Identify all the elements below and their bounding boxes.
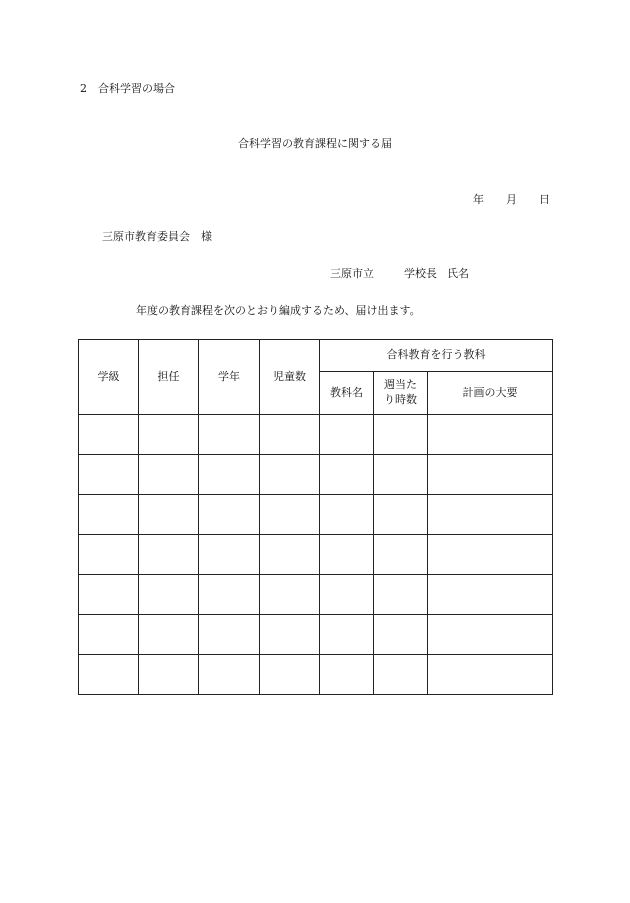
date-year-label: 年 [473,193,484,206]
table-row [79,615,553,655]
cell-subject[interactable] [320,655,374,695]
addressee: 三原市教育委員会 様 [102,230,212,243]
cell-plan-outline[interactable] [428,615,553,655]
cell-teacher[interactable] [139,495,199,535]
cell-subject[interactable] [320,615,374,655]
cell-grade[interactable] [199,655,260,695]
cell-teacher[interactable] [139,655,199,695]
table-body [79,415,553,695]
cell-subject[interactable] [320,495,374,535]
cell-weekly-hours[interactable] [374,615,428,655]
cell-plan-outline[interactable] [428,495,553,535]
cell-plan-outline[interactable] [428,575,553,615]
date-month-label: 月 [506,193,517,206]
header-weekly-hours [374,372,428,415]
cell-weekly-hours[interactable] [374,455,428,495]
cell-class[interactable] [79,615,139,655]
cell-grade[interactable] [199,455,260,495]
cell-weekly-hours[interactable] [374,495,428,535]
header-class: 学級 [79,340,139,415]
cell-students[interactable] [260,655,320,695]
header-weekly-hours-line1: 週当た [384,378,417,392]
cell-teacher[interactable] [139,575,199,615]
name-label: 氏名 [447,267,469,280]
table-row [79,455,553,495]
cell-grade[interactable] [199,415,260,455]
cell-subject[interactable] [320,415,374,455]
document-title: 合科学習の教育課程に関する届 [238,137,392,150]
cell-weekly-hours[interactable] [374,415,428,455]
cell-plan-outline[interactable] [428,535,553,575]
cell-students[interactable] [260,495,320,535]
cell-plan-outline[interactable] [428,415,553,455]
principal-label: 学校長 [404,267,437,280]
cell-weekly-hours[interactable] [374,575,428,615]
cell-plan-outline[interactable] [428,455,553,495]
curriculum-plan-table [78,339,553,695]
cell-grade[interactable] [199,535,260,575]
header-weekly-hours-line2: り時数 [384,393,417,406]
cell-grade[interactable] [199,495,260,535]
table-row [79,575,553,615]
header-integrated-subjects: 合科教育を行う教科 [320,340,553,372]
signature-line [330,268,469,279]
table-row [79,655,553,695]
cell-class[interactable] [79,655,139,695]
cell-weekly-hours[interactable] [374,655,428,695]
date-day-label: 日 [539,193,550,206]
cell-teacher[interactable] [139,415,199,455]
header-teacher: 担任 [139,340,199,415]
cell-students[interactable] [260,535,320,575]
header-plan-outline: 計画の大要 [428,372,553,415]
cell-teacher[interactable] [139,535,199,575]
cell-students[interactable] [260,575,320,615]
cell-grade[interactable] [199,575,260,615]
cell-subject[interactable] [320,455,374,495]
cell-class[interactable] [79,575,139,615]
cell-class[interactable] [79,495,139,535]
date-line [473,194,550,205]
cell-subject[interactable] [320,535,374,575]
cell-class[interactable] [79,535,139,575]
header-subject-name: 教科名 [320,372,374,415]
cell-weekly-hours[interactable] [374,535,428,575]
table-row [79,535,553,575]
table-row [79,415,553,455]
header-grade: 学年 [199,340,260,415]
cell-students[interactable] [260,455,320,495]
cell-students[interactable] [260,415,320,455]
intro-text: 年度の教育課程を次のとおり編成するため、届け出ます。 [136,304,421,317]
section-heading: 2 合科学習の場合 [80,82,175,95]
cell-grade[interactable] [199,615,260,655]
cell-class[interactable] [79,455,139,495]
cell-class[interactable] [79,415,139,455]
cell-teacher[interactable] [139,615,199,655]
cell-students[interactable] [260,615,320,655]
table-row [79,495,553,535]
cell-teacher[interactable] [139,455,199,495]
school-city-label: 三原市立 [330,267,374,280]
header-students: 児童数 [260,340,320,415]
cell-plan-outline[interactable] [428,655,553,695]
cell-subject[interactable] [320,575,374,615]
